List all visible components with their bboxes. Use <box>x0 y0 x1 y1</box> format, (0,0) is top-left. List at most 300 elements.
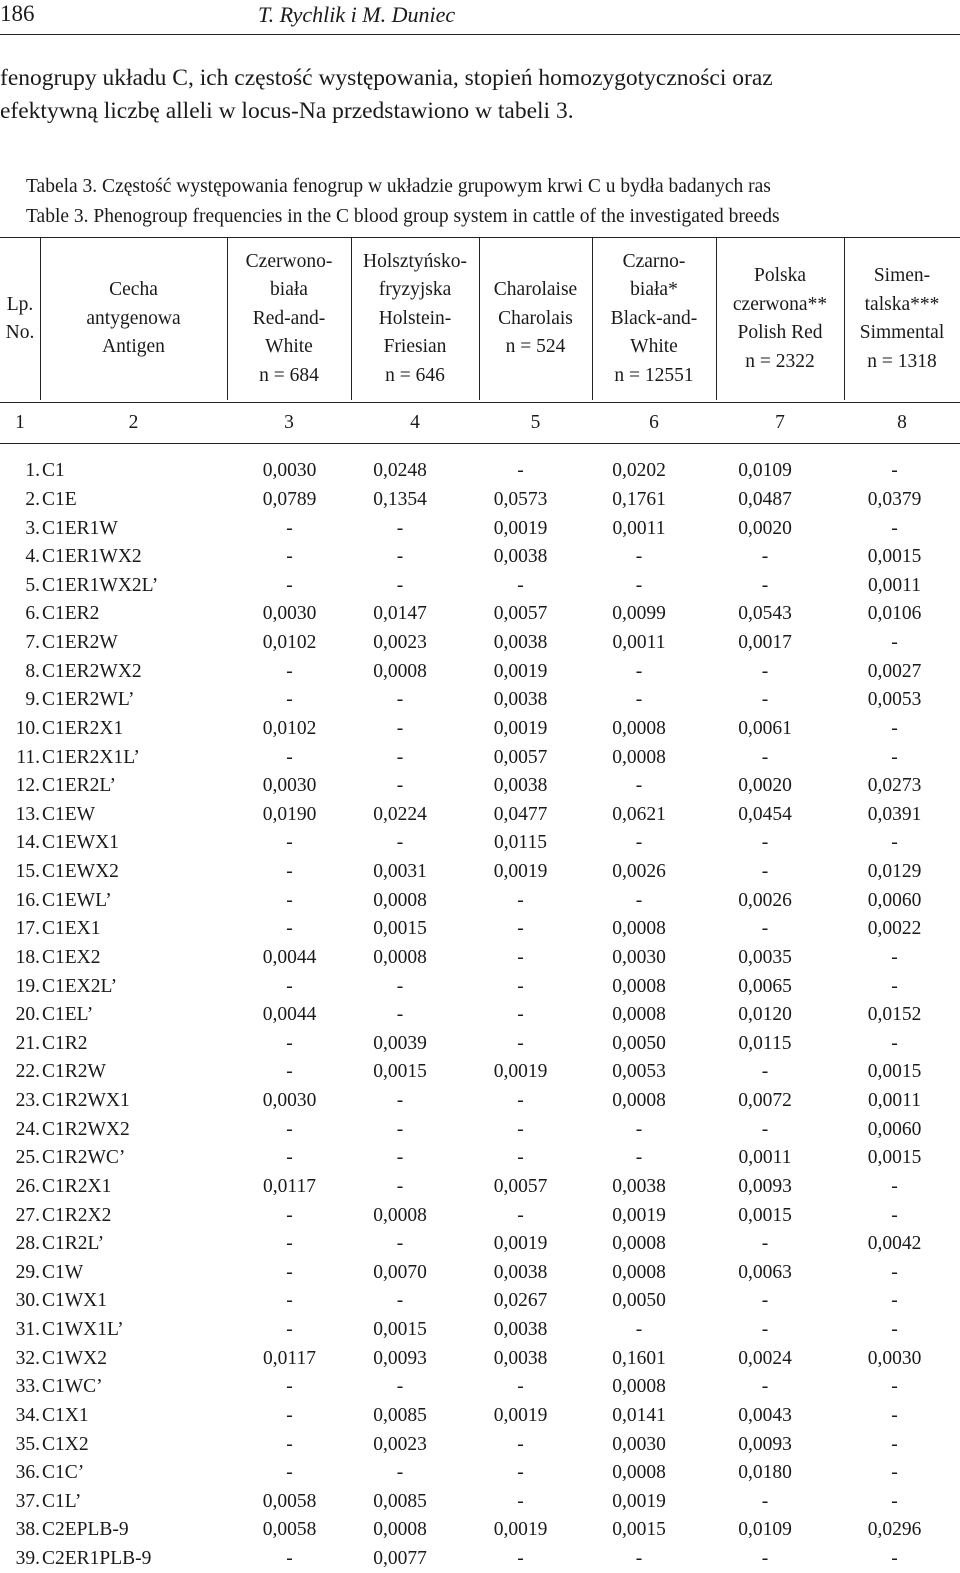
value-charolais: - <box>517 889 524 911</box>
value-black-and-white: 0,0008 <box>612 1462 666 1484</box>
table-row <box>0 1287 960 1316</box>
value-polish-red: 0,0011 <box>738 1147 792 1169</box>
value-red-and-white: - <box>286 1433 293 1455</box>
value-black-and-white: 0,0030 <box>612 946 666 968</box>
value-polish-red: - <box>761 918 769 940</box>
value-charolais: 0,0038 <box>493 546 548 568</box>
value-polish-red: 0,0063 <box>738 1261 792 1283</box>
value-holstein-friesian: 0,0015 <box>373 918 427 940</box>
value-black-and-white: 0,0008 <box>612 1090 666 1112</box>
value-black-and-white: - <box>635 1548 643 1570</box>
value-black-and-white: 0,0011 <box>612 632 666 654</box>
value-polish-red: 0,0024 <box>738 1347 792 1369</box>
header-black-and-white <box>592 238 716 400</box>
value-red-and-white: 0,0058 <box>262 1490 317 1512</box>
value-red-and-white: 0,0030 <box>262 460 317 482</box>
value-red-and-white: - <box>286 1261 293 1283</box>
value-charolais: 0,0019 <box>493 1404 548 1426</box>
row-number: 16. <box>15 889 40 911</box>
table-row <box>0 486 960 515</box>
value-polish-red: - <box>761 1290 769 1312</box>
value-red-and-white: 0,0030 <box>262 603 317 625</box>
value-charolais: 0,0019 <box>493 1233 548 1255</box>
table-row <box>0 1545 960 1573</box>
value-simmental: - <box>891 746 898 768</box>
row-number: 32. <box>15 1347 40 1369</box>
value-holstein-friesian: 0,0023 <box>373 632 427 654</box>
header-text: biała* <box>630 279 678 301</box>
header-text: Simen- <box>873 265 931 286</box>
value-red-and-white: - <box>286 546 293 568</box>
value-holstein-friesian: 0,0008 <box>373 1519 427 1541</box>
antigen-name: C1EX2L’ <box>42 975 118 997</box>
column-divider <box>716 238 717 400</box>
antigen-name: C1E <box>42 488 77 510</box>
row-number: 29. <box>15 1261 40 1283</box>
value-red-and-white: - <box>286 660 293 682</box>
value-charolais: 0,0019 <box>493 1519 548 1541</box>
row-number: 9. <box>25 689 40 711</box>
value-holstein-friesian: 0,1354 <box>373 488 427 510</box>
value-simmental: - <box>891 1261 898 1283</box>
value-red-and-white: 0,0102 <box>262 717 317 739</box>
table-row <box>0 944 960 973</box>
value-holstein-friesian: - <box>396 1233 404 1255</box>
value-polish-red: 0,0180 <box>738 1462 792 1484</box>
antigen-name: C1EX2 <box>42 946 101 968</box>
antigen-name: C1ER1WX2L’ <box>42 574 159 596</box>
value-polish-red: - <box>761 861 769 883</box>
header-charolais <box>479 238 592 400</box>
value-charolais: 0,0057 <box>493 603 548 625</box>
value-polish-red: - <box>761 1061 769 1083</box>
table-row <box>0 543 960 572</box>
column-number-rule <box>0 443 960 444</box>
row-number: 38. <box>15 1519 40 1541</box>
value-holstein-friesian: 0,0077 <box>373 1548 427 1570</box>
value-red-and-white: - <box>286 574 293 596</box>
header-text: Holstein- <box>378 307 452 329</box>
value-simmental: - <box>891 975 898 997</box>
header-rule <box>0 34 960 35</box>
antigen-name: C1R2X1 <box>42 1175 112 1197</box>
header-text: Antigen <box>102 336 165 358</box>
value-simmental: - <box>891 1462 898 1484</box>
antigen-name: C1EX1 <box>42 918 101 940</box>
value-polish-red: 0,0120 <box>738 1004 792 1026</box>
value-polish-red: 0,0026 <box>738 889 792 911</box>
header-text: No. <box>5 322 35 343</box>
antigen-name: C1ER2WX2 <box>42 660 142 682</box>
antigen-name: C1EW <box>42 803 96 825</box>
table-row <box>0 1087 960 1116</box>
antigen-name: C2EPLB-9 <box>42 1519 129 1541</box>
value-simmental: - <box>891 460 898 482</box>
value-simmental: - <box>891 517 898 539</box>
header-text: Simmental <box>859 322 945 343</box>
value-red-and-white: - <box>286 861 293 883</box>
value-black-and-white: 0,0008 <box>612 1004 666 1026</box>
value-holstein-friesian: 0,0039 <box>373 1032 427 1054</box>
value-black-and-white: 0,0019 <box>612 1204 666 1226</box>
antigen-name: C1ER1WX2 <box>42 546 142 568</box>
value-black-and-white: - <box>635 574 643 596</box>
value-red-and-white: 0,0058 <box>262 1519 317 1541</box>
intro-paragraph <box>0 62 960 128</box>
table-row <box>0 886 960 915</box>
value-black-and-white: 0,1601 <box>612 1347 666 1369</box>
value-red-and-white: 0,0117 <box>263 1175 316 1197</box>
value-red-and-white: - <box>286 1147 293 1169</box>
value-red-and-white: - <box>286 746 293 768</box>
row-number: 23. <box>15 1090 40 1112</box>
value-polish-red: 0,0020 <box>738 517 792 539</box>
value-polish-red: - <box>761 689 769 711</box>
caption-english: Table 3. Phenogroup frequencies in the C blood group system in cattle of the investigated breeds <box>26 206 780 227</box>
value-simmental: - <box>891 632 898 654</box>
row-number: 3. <box>25 517 40 539</box>
value-black-and-white: 0,0141 <box>612 1404 666 1426</box>
row-number: 24. <box>15 1118 40 1140</box>
antigen-name: C1ER2 <box>42 603 100 625</box>
value-polish-red: - <box>761 832 769 854</box>
column-divider <box>227 238 228 400</box>
header-text: n = 1318 <box>867 350 937 372</box>
value-black-and-white: 0,0026 <box>612 861 666 883</box>
antigen-name: C1R2WX2 <box>42 1118 130 1140</box>
column-divider <box>479 238 480 400</box>
value-red-and-white: - <box>286 1462 293 1484</box>
table-row <box>0 1373 960 1402</box>
header-text: talska*** <box>864 293 940 315</box>
value-holstein-friesian: - <box>396 1290 404 1312</box>
value-polish-red: 0,0043 <box>738 1404 792 1426</box>
value-holstein-friesian: - <box>396 1090 404 1112</box>
value-black-and-white: 0,0015 <box>612 1519 666 1541</box>
value-black-and-white: - <box>635 1118 643 1140</box>
value-holstein-friesian: - <box>396 1118 404 1140</box>
row-number: 1. <box>25 460 40 482</box>
value-holstein-friesian: - <box>396 746 404 768</box>
value-polish-red: 0,0109 <box>738 460 792 482</box>
value-simmental: 0,0060 <box>867 889 922 911</box>
value-charolais: - <box>517 1004 524 1026</box>
value-red-and-white: - <box>286 689 293 711</box>
value-charolais: - <box>517 1462 524 1484</box>
value-holstein-friesian: - <box>396 1376 404 1398</box>
value-holstein-friesian: - <box>396 689 404 711</box>
value-holstein-friesian: - <box>396 574 404 596</box>
value-charolais: - <box>517 918 524 940</box>
table-row <box>0 1430 960 1459</box>
value-black-and-white: 0,0050 <box>612 1290 666 1312</box>
value-polish-red: - <box>761 1490 769 1512</box>
table-row <box>0 829 960 858</box>
running-head: T. Rychlik i M. Duniec <box>258 2 456 27</box>
antigen-name: C1W <box>42 1261 84 1283</box>
antigen-name: C1ER2L’ <box>42 775 117 797</box>
value-red-and-white: - <box>286 1032 293 1054</box>
header-text: Czerwono- <box>245 250 333 272</box>
table-row <box>0 1516 960 1545</box>
value-simmental: - <box>891 1032 898 1054</box>
value-holstein-friesian: - <box>396 1462 404 1484</box>
value-simmental: - <box>891 1290 898 1312</box>
value-polish-red: 0,0093 <box>738 1433 792 1455</box>
row-number: 8. <box>25 660 40 682</box>
antigen-name: C1ER2WL’ <box>42 689 135 711</box>
value-charolais: 0,0019 <box>493 717 548 739</box>
value-holstein-friesian: 0,0015 <box>373 1319 427 1341</box>
value-black-and-white: - <box>635 889 643 911</box>
value-holstein-friesian: - <box>396 1147 404 1169</box>
value-holstein-friesian: 0,0093 <box>373 1347 427 1369</box>
value-polish-red: - <box>761 546 769 568</box>
value-red-and-white: 0,0030 <box>262 1090 317 1112</box>
table-row <box>0 657 960 686</box>
value-charolais: 0,0267 <box>493 1290 548 1312</box>
value-charolais: - <box>517 1376 524 1398</box>
header-polish-red <box>716 238 844 400</box>
value-simmental: 0,0296 <box>867 1519 922 1541</box>
value-simmental: 0,0106 <box>867 603 922 625</box>
row-number: 19. <box>15 975 40 997</box>
table-row <box>0 772 960 801</box>
row-number: 15. <box>15 861 40 883</box>
row-number: 34. <box>15 1404 40 1426</box>
value-charolais: 0,0019 <box>493 517 548 539</box>
value-black-and-white: 0,0038 <box>612 1175 666 1197</box>
value-polish-red: - <box>761 1319 769 1341</box>
column-divider <box>844 238 845 400</box>
header-text: czerwona** <box>732 293 828 315</box>
value-polish-red: 0,0093 <box>738 1175 792 1197</box>
value-charolais: - <box>517 1204 524 1226</box>
row-number: 21. <box>15 1032 40 1054</box>
value-charolais: 0,0038 <box>493 632 548 654</box>
value-simmental: 0,0015 <box>867 1061 922 1083</box>
value-polish-red: - <box>761 660 769 682</box>
value-black-and-white: 0,0011 <box>612 517 666 539</box>
value-black-and-white: 0,0008 <box>612 717 666 739</box>
value-black-and-white: 0,0202 <box>612 460 666 482</box>
header-text: fryzyjska <box>378 279 452 301</box>
table-row <box>0 1115 960 1144</box>
antigen-name: C1ER2W <box>42 632 118 654</box>
value-charolais: 0,0038 <box>493 775 548 797</box>
value-red-and-white: - <box>286 1233 293 1255</box>
antigen-name: C1R2L’ <box>42 1233 105 1255</box>
value-red-and-white: - <box>286 1290 293 1312</box>
column-divider <box>40 238 41 400</box>
value-red-and-white: 0,0044 <box>262 1004 317 1026</box>
table-row <box>0 1058 960 1087</box>
value-black-and-white: 0,0099 <box>612 603 666 625</box>
value-black-and-white: - <box>635 546 643 568</box>
row-number: 31. <box>15 1319 40 1341</box>
row-number: 13. <box>15 803 40 825</box>
value-holstein-friesian: 0,0015 <box>373 1061 427 1083</box>
value-charolais: - <box>517 1090 524 1112</box>
column-divider <box>592 238 593 400</box>
header-text: Black-and- <box>610 307 698 329</box>
value-black-and-white: 0,0008 <box>612 1376 666 1398</box>
value-charolais: 0,0038 <box>493 1319 548 1341</box>
value-holstein-friesian: - <box>396 975 404 997</box>
antigen-name: C1X1 <box>42 1404 89 1426</box>
header-text: n = 684 <box>259 364 319 386</box>
value-red-and-white: 0,0789 <box>262 488 317 510</box>
value-black-and-white: 0,0621 <box>612 803 666 825</box>
value-simmental: 0,0060 <box>867 1118 922 1140</box>
value-holstein-friesian: 0,0008 <box>373 946 427 968</box>
value-holstein-friesian: 0,0085 <box>373 1490 427 1512</box>
value-black-and-white: - <box>635 832 643 854</box>
header-text: Cecha <box>109 279 158 301</box>
value-red-and-white: 0,0030 <box>262 775 317 797</box>
caption-polish: Tabela 3. Częstość występowania fenogrup w układzie grupowym krwi C u bydła badanych ras <box>26 176 771 197</box>
value-charolais: - <box>517 1433 524 1455</box>
value-simmental: 0,0042 <box>867 1233 922 1255</box>
antigen-name: C1WX2 <box>42 1347 107 1369</box>
row-number: 12. <box>15 775 40 797</box>
antigen-name: C1L’ <box>42 1490 82 1512</box>
value-polish-red: 0,0020 <box>738 775 792 797</box>
value-charolais: 0,0057 <box>493 746 548 768</box>
antigen-name: C1EWX1 <box>42 832 119 854</box>
value-polish-red: 0,0454 <box>738 803 792 825</box>
table-row <box>0 629 960 658</box>
header-text: antygenowa <box>86 307 181 329</box>
value-charolais: 0,0038 <box>493 1347 548 1369</box>
value-holstein-friesian: 0,0248 <box>373 460 427 482</box>
page-header <box>0 0 960 30</box>
value-charolais: - <box>517 574 524 596</box>
value-simmental: 0,0015 <box>867 1147 922 1169</box>
row-number: 10. <box>15 717 40 739</box>
value-charolais: - <box>517 1032 524 1054</box>
value-holstein-friesian: - <box>396 1004 404 1026</box>
value-simmental: - <box>891 717 898 739</box>
value-simmental: 0,0152 <box>867 1004 922 1026</box>
row-number: 11. <box>16 746 40 768</box>
row-number: 4. <box>25 546 40 568</box>
row-number: 22. <box>15 1061 40 1083</box>
value-charolais: 0,0019 <box>493 1061 548 1083</box>
antigen-name: C1EWX2 <box>42 861 119 883</box>
column-number: 8 <box>897 412 907 433</box>
header-text: Charolais <box>498 307 573 329</box>
row-number: 26. <box>15 1175 40 1197</box>
table-row <box>0 1230 960 1259</box>
value-polish-red: 0,0017 <box>738 632 792 654</box>
row-number: 28. <box>15 1233 40 1255</box>
header-text: Red-and- <box>252 307 326 329</box>
table-row <box>0 1488 960 1517</box>
header-text: n = 2322 <box>745 350 815 372</box>
phenogroup-table <box>0 457 960 1573</box>
table-caption <box>26 172 956 232</box>
antigen-name: C1WC’ <box>42 1376 103 1398</box>
header-text: Holsztyńsko- <box>363 250 467 272</box>
antigen-name: C1C’ <box>42 1462 85 1484</box>
value-charolais: - <box>517 1118 524 1140</box>
row-number: 33. <box>15 1376 40 1398</box>
value-red-and-white: - <box>286 889 293 911</box>
column-divider <box>351 238 352 400</box>
value-black-and-white: 0,0008 <box>612 1233 666 1255</box>
value-holstein-friesian: 0,0008 <box>373 1204 427 1226</box>
value-red-and-white: 0,0190 <box>262 803 317 825</box>
table-row <box>0 715 960 744</box>
value-charolais: 0,0038 <box>493 689 548 711</box>
value-red-and-white: - <box>286 1376 293 1398</box>
value-black-and-white: 0,0019 <box>612 1490 666 1512</box>
value-red-and-white: 0,0102 <box>262 632 317 654</box>
value-polish-red: - <box>761 746 769 768</box>
value-polish-red: 0,0015 <box>738 1204 792 1226</box>
value-black-and-white: 0,0008 <box>612 746 666 768</box>
antigen-name: C1WX1L’ <box>42 1319 124 1341</box>
value-simmental: 0,0022 <box>867 918 922 940</box>
value-polish-red: 0,0487 <box>738 488 792 510</box>
value-red-and-white: - <box>286 1204 293 1226</box>
header-lp <box>0 238 40 400</box>
table-row <box>0 858 960 887</box>
value-charolais: - <box>517 1147 524 1169</box>
value-black-and-white: 0,0050 <box>612 1032 666 1054</box>
row-number: 17. <box>15 918 40 940</box>
value-polish-red: - <box>761 1233 769 1255</box>
table-row <box>0 915 960 944</box>
value-holstein-friesian: 0,0070 <box>373 1261 427 1283</box>
column-number-row <box>0 404 960 442</box>
value-charolais: - <box>517 460 524 482</box>
value-simmental: 0,0129 <box>867 861 922 883</box>
header-text: biała <box>270 279 308 301</box>
value-black-and-white: 0,0008 <box>612 918 666 940</box>
header-text: White <box>630 336 678 358</box>
value-polish-red: 0,0035 <box>738 946 792 968</box>
table-row <box>0 1402 960 1431</box>
value-charolais: - <box>517 1548 524 1570</box>
row-number: 5. <box>25 574 40 596</box>
value-simmental: 0,0391 <box>867 803 922 825</box>
value-charolais: 0,0019 <box>493 660 548 682</box>
intro-line: fenogrupy układu C, ich częstość występowania, stopień homozygotyczności oraz <box>0 65 773 91</box>
value-red-and-white: - <box>286 1319 293 1341</box>
value-simmental: 0,0011 <box>868 1090 921 1112</box>
row-number: 14. <box>15 832 40 854</box>
header-simmental <box>844 238 960 400</box>
table-row <box>0 1259 960 1288</box>
value-simmental: - <box>891 946 898 968</box>
value-holstein-friesian: 0,0031 <box>373 861 427 883</box>
row-number: 25. <box>15 1147 40 1169</box>
column-number: 7 <box>775 412 785 433</box>
header-text: n = 12551 <box>614 364 694 386</box>
table-row <box>0 1201 960 1230</box>
antigen-name: C1R2WX1 <box>42 1090 130 1112</box>
value-red-and-white: - <box>286 918 293 940</box>
value-black-and-white: 0,0008 <box>612 1261 666 1283</box>
value-polish-red: - <box>761 1548 769 1570</box>
header-antigen <box>40 238 227 400</box>
row-number: 6. <box>25 603 40 625</box>
header-bottom-rule <box>0 402 960 403</box>
table-row <box>0 1459 960 1488</box>
antigen-name: C1R2W <box>42 1061 106 1083</box>
